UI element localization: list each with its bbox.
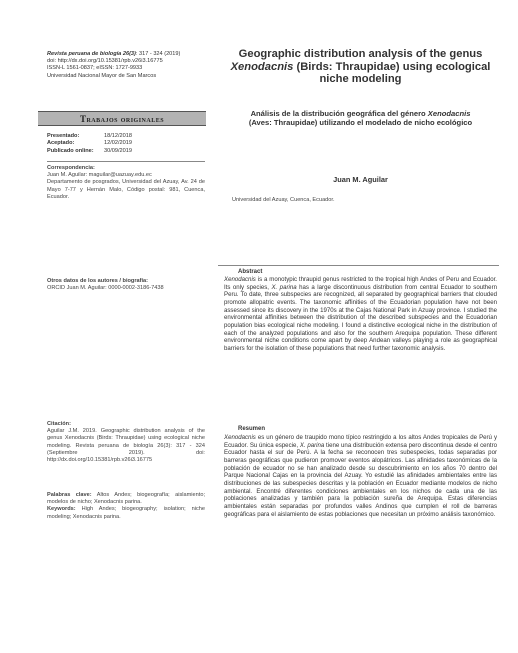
date-value: 18/12/2018 <box>104 133 132 139</box>
author-name: Juan M. Aguilar <box>333 175 388 184</box>
title-en-line2-rest: (Birds: Thraupidae) using ecological <box>293 60 491 73</box>
date-row <box>47 140 132 147</box>
abstract-text <box>224 276 497 353</box>
section-box <box>38 111 206 126</box>
journal-name: Revista peruana de biología 26(3) <box>47 51 136 57</box>
keywords-en-label: Keywords: <box>47 506 76 513</box>
title-spanish <box>224 109 497 128</box>
date-key: Aceptado: <box>47 140 75 147</box>
correspondence-label: Correspondencia: <box>47 165 95 171</box>
journal-citation-line <box>47 51 205 58</box>
keywords-block <box>47 492 205 521</box>
title-english <box>224 48 497 86</box>
resumen-text <box>224 434 497 518</box>
date-key: Publicado online: <box>47 147 94 154</box>
citation-label: Citación: <box>47 421 71 427</box>
abstract-genus: Xenodacnis <box>224 276 256 283</box>
abstract-heading: Abstract <box>238 269 263 275</box>
title-en-genus: Xenodacnis <box>230 60 294 73</box>
date-key: Presentado: <box>47 133 80 139</box>
journal-pages: : 317 - 324 (2019) <box>135 51 181 57</box>
abstract-part2: has a large discontinuous distribution from central Ecuador to southern Peru. To date, three subspecies are recognized, all separated by geographical barriers that clouded promote allopatric events. The taxonomic affinities of the Ecuadorian population have not been assessed since its discovery in the 1970s at the Cajas National Park in Azuay province. I studied the environmental affinities between the distribution of the described subspecies and the Ecuadorian population bias ecological niche modeling. I found a distinctive ecological niche in the distribution of each of the analyzed populations and also for the southern Arequipa population. These different environmental niche conditions come apart by deep Andean valleys playing a role as geographical barriers for the isolation of these populations that need further taxonomic analysis. <box>224 283 497 352</box>
title-es-line1-start: Análisis de la distribución geográfica del género <box>250 109 428 118</box>
title-en-line1: Geographic distribution analysis of the genus <box>238 48 483 60</box>
section-label: Trabajos originales <box>38 111 206 126</box>
title-en-line3: niche modeling <box>319 73 402 86</box>
other-authors-label: Otros datos de los autores / biografía: <box>47 278 149 284</box>
correspondence-address: Departamento de posgrados, Universidad del Azuay, Av. 24 de Mayo 7-77 y Hernán Malo, Código postal: 981, Cuenca, Ecuador. <box>47 179 205 200</box>
abstract-top-rule <box>218 265 499 266</box>
dates-block <box>47 133 205 155</box>
journal-doi[interactable]: doi: http://dx.doi.org/10.15381/rpb.v26i3.16775 <box>47 58 163 65</box>
citation-text: Aguilar J.M. 2019. Geographic distribution analysis of the genus Xenodacnis (Birds: Thraupidae) using ecological niche modeling. Revista peruana de biología 26(3): 317 - 324 (Septiembre 2019). doi: http://dx.doi.org/10.15381/rpb.v26i3.16775 <box>47 428 205 464</box>
keywords-en <box>47 506 205 520</box>
abstract-block <box>224 269 497 353</box>
citation-block <box>47 421 205 464</box>
title-es-line1 <box>224 109 497 118</box>
date-value: 12/02/2019 <box>104 140 132 147</box>
correspondence-email: Juan M. Aguilar: maguilar@uazuay.edu.ec <box>47 172 152 179</box>
keywords-es-label: Palabras clave: <box>47 492 92 498</box>
keywords-en-text: High Andes; biogeography; isolation; niche modeling; Xenodacnis parina. <box>47 506 206 520</box>
resumen-heading: Resumen <box>238 426 266 432</box>
date-row <box>47 133 132 140</box>
resumen-part1: es un género de traupido mono típico restringido a los altos Andes tropicales de Perú y Ecuador. Su única especie, <box>224 434 497 449</box>
keywords-es-text: Altos Andes; biogeografía; aislamiento; modelos de nicho; Xenodacnis parina. <box>47 492 205 506</box>
resumen-block <box>224 426 497 518</box>
abstract-species: X. parina <box>271 283 297 291</box>
abstract-part1: is a monotypic thraupid genus restricted to the tropical high Andes of Peru and Ecuador. Its only species, <box>224 276 497 291</box>
resumen-species: X. parina <box>299 441 325 449</box>
keywords-es <box>47 492 205 506</box>
dates-table <box>47 133 132 155</box>
resumen-part2: tiene una distribución extensa pero discontinua desde el centro Ecuador hasta el sur de Perú. A la fecha se reconocen tres subespecies, todas separadas por barreras geográficas que pudieron promover eventos alopátricos. Las afinidades taxonómicas de la población de ecuador no se han analizado desde su descubrimiento en los años 70 dentro del Parque Nacional Cajas en la provincia del Azuay. Yo estudié las afinidades ambientales entre las distribuciones de las subespecies descritas y la población en Ecuador mediante modelos de nicho ambiental. Encontré diferentes condiciones ambientales en los nichos de cada una de las poblaciones analizadas y también para la población sureña de Arequipa. Estas diferencias ambientales están separadas por profundos valles Andinos que cumplen el roll de barreras geográficas para el aislamiento de estas poblaciones que necesitan un próximo análisis taxonómico. <box>224 441 498 518</box>
journal-publisher: Universidad Nacional Mayor de San Marcos <box>47 72 157 79</box>
orcid-line[interactable]: ORCID Juan M. Aguilar: 0000-0002-3186-7438 <box>47 285 164 292</box>
title-es-genus: Xenodacnis <box>427 109 471 118</box>
left-divider <box>47 161 205 162</box>
correspondence-block <box>47 165 205 201</box>
title-es-line2: (Aves: Thraupidae) utilizando el modelado de nicho ecológico <box>248 118 473 128</box>
other-authors-block <box>47 278 205 292</box>
resumen-genus: Xenodacnis <box>224 434 256 441</box>
date-row <box>47 148 132 155</box>
journal-info <box>47 51 205 80</box>
journal-issn: ISSN-L 1561-0837; eISSN: 1727-9933 <box>47 65 143 72</box>
author-affiliation: Universidad del Azuay, Cuenca, Ecuador. <box>232 197 335 203</box>
title-en-line2 <box>224 61 497 74</box>
date-value: 30/09/2019 <box>104 147 132 154</box>
